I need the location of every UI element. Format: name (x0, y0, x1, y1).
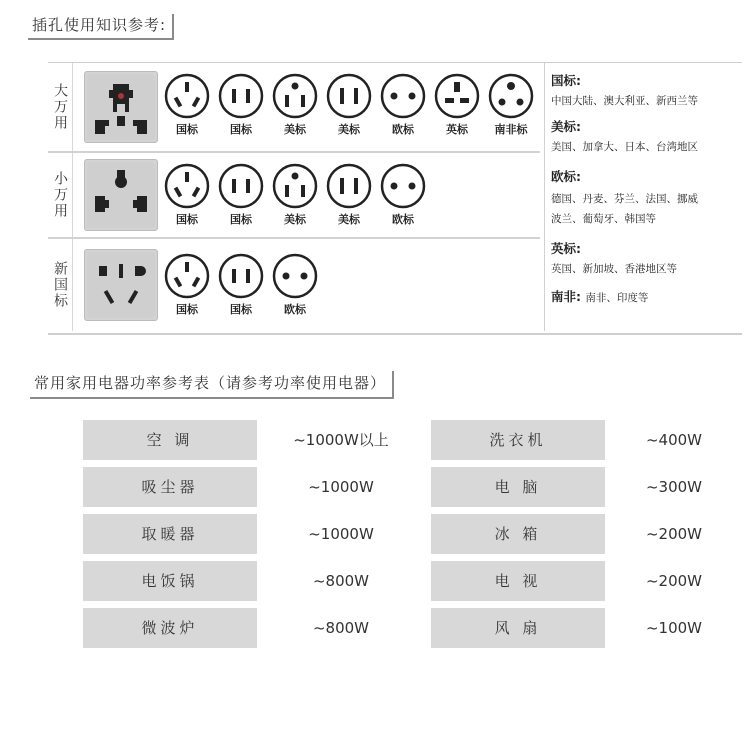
legend-uk-countries: 英国、新加坡、香港地区等 (551, 263, 677, 275)
appliance-power: ~1000W (308, 525, 374, 543)
plug-gb-3pin: 国标 (162, 253, 212, 317)
appliance-power: ~1000W (308, 478, 374, 496)
plug-gb-3pin: 国标 (162, 73, 212, 137)
legend-eu-countries-2: 波兰、葡萄牙、韩国等 (551, 213, 656, 225)
socket-row-large (48, 63, 540, 153)
appliance-name: 洗衣机 (431, 420, 605, 460)
new-gb-socket-photo (84, 249, 158, 321)
appliance-power: ~400W (645, 431, 703, 449)
row-label: 新国标 (52, 261, 68, 309)
plug-gb-2pin: 国标 (216, 253, 266, 317)
plug-gb-2pin: 国标 (216, 73, 266, 137)
appliance-name: 电饭锅 (83, 561, 257, 601)
legend-gb-countries: 中国大陆、澳大利亚、新西兰等 (551, 95, 698, 107)
appliance-power: ~100W (645, 619, 703, 637)
legend-us-countries: 美国、加拿大、日本、台湾地区 (551, 141, 698, 153)
plug-eu-2pin: 欧标 (378, 73, 428, 137)
appliance-name: 电 脑 (431, 467, 605, 507)
appliance-power: ~200W (645, 525, 703, 543)
legend-eu-title: 欧标: (551, 169, 581, 184)
legend-za (551, 287, 740, 305)
appliance-name: 微波炉 (83, 608, 257, 648)
legend-za-countries: 南非、印度等 (585, 292, 649, 304)
plug-eu-2pin: 欧标 (378, 163, 428, 227)
appliance-name: 电 视 (431, 561, 605, 601)
universal-socket-small-photo (84, 159, 158, 231)
socket-row-new-gb (48, 239, 540, 331)
appliance-power: ~800W (312, 572, 370, 590)
plug-gb-2pin: 国标 (216, 163, 266, 227)
plug-us-2pin: 美标 (324, 73, 374, 137)
plug-us-3pin: 美标 (270, 163, 320, 227)
legend-us-title: 美标: (551, 119, 581, 134)
socket-panel (48, 62, 742, 335)
appliance-name: 冰 箱 (431, 514, 605, 554)
plug-za-3pin: 南非标 (486, 73, 536, 137)
appliance-name: 取暖器 (83, 514, 257, 554)
legend-gb-title: 国标: (551, 73, 581, 88)
universal-socket-large-photo (84, 71, 158, 143)
row-label: 小万用 (52, 171, 68, 219)
appliance-power: ~800W (312, 619, 370, 637)
socket-row-small (48, 153, 540, 239)
plug-us-2pin: 美标 (324, 163, 374, 227)
appliance-name: 风 扇 (431, 608, 605, 648)
power-section-title: 常用家用电器功率参考表（请参考功率使用电器） (30, 371, 394, 399)
appliance-power: ~1000W以上 (293, 431, 389, 449)
legend-eu-countries-1: 德国、丹麦、芬兰、法国、挪威 (551, 193, 698, 205)
row-label: 大万用 (52, 83, 68, 131)
appliance-power: ~200W (645, 572, 703, 590)
standards-legend (544, 63, 740, 331)
plug-uk-3pin: 英标 (432, 73, 482, 137)
plug-us-3pin: 美标 (270, 73, 320, 137)
legend-za-title: 南非: (551, 289, 581, 304)
appliance-name: 空 调 (83, 420, 257, 460)
appliance-power: ~300W (645, 478, 703, 496)
plug-eu-2pin: 欧标 (270, 253, 320, 317)
appliance-name: 吸尘器 (83, 467, 257, 507)
socket-section-title: 插孔使用知识参考: (28, 14, 174, 40)
legend-uk-title: 英标: (551, 241, 581, 256)
plug-gb-3pin: 国标 (162, 163, 212, 227)
